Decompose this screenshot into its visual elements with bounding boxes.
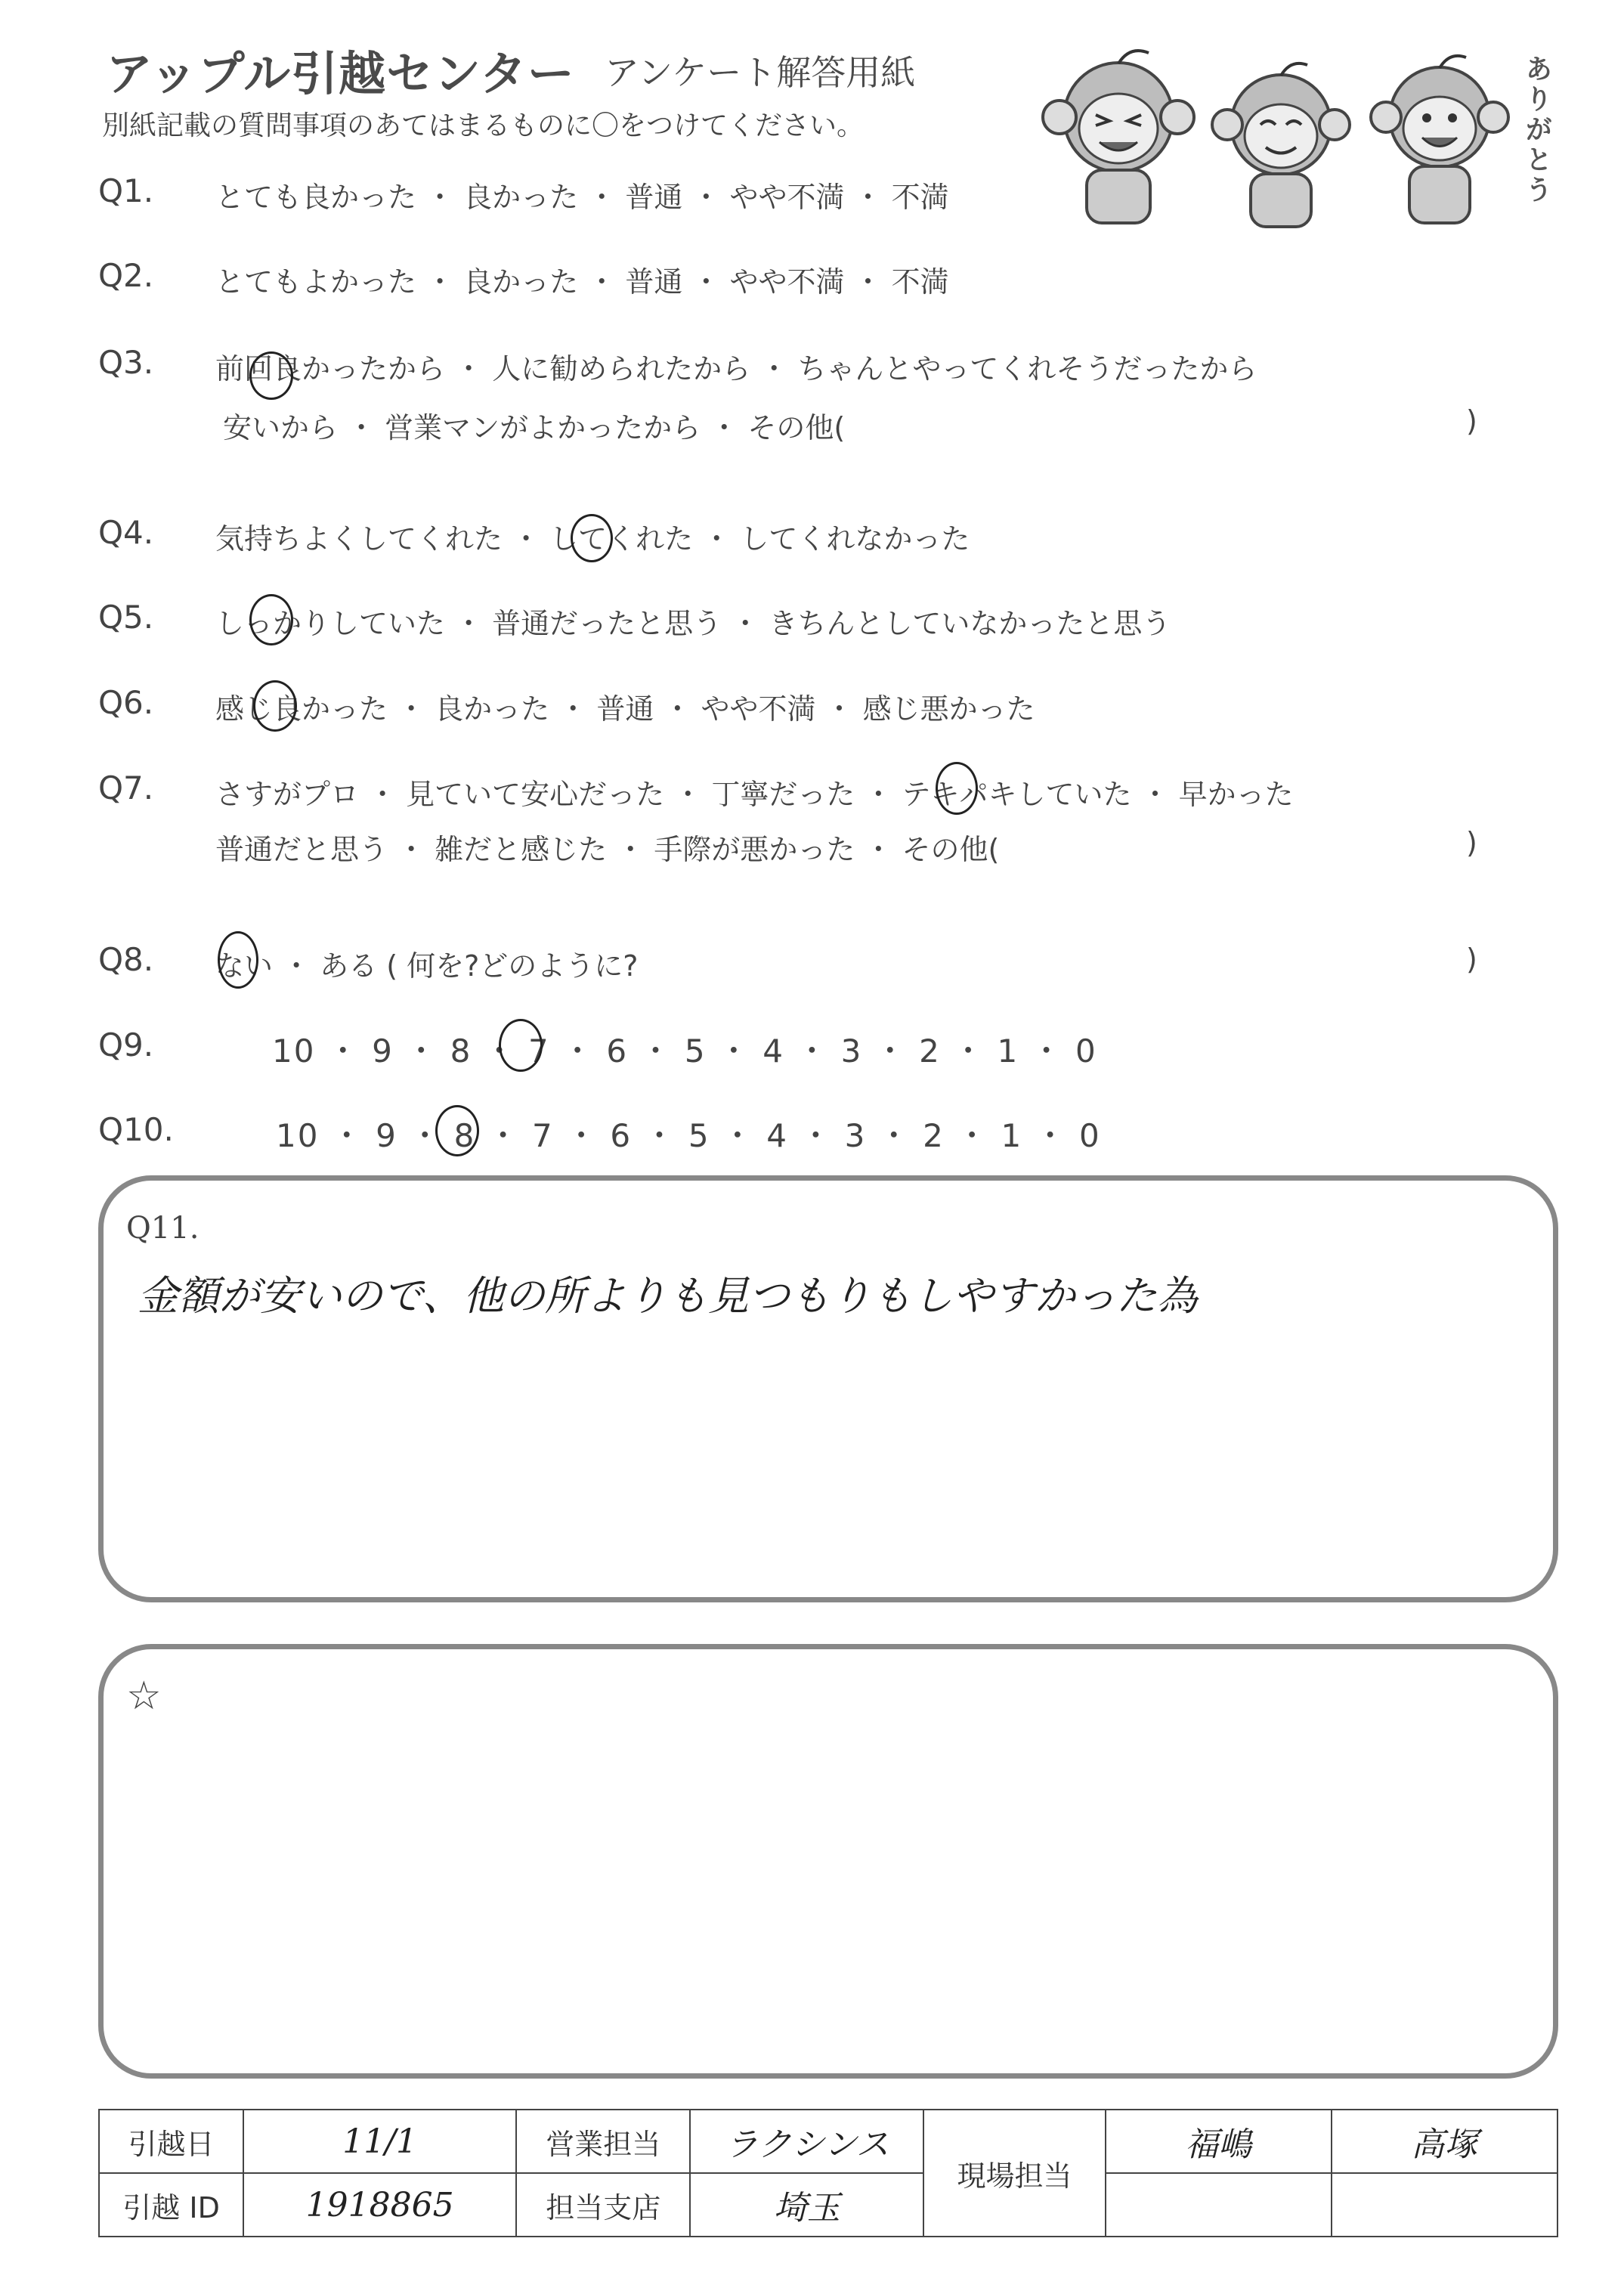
branch-label: 担当支店: [516, 2173, 690, 2237]
answer-circle-mark: [249, 351, 293, 400]
thank-you-badge: ありがとう: [1521, 54, 1552, 206]
moving-day-label: 引越日: [99, 2110, 243, 2173]
question-number: Q9.: [98, 1026, 154, 1063]
question-number: Q8.: [98, 941, 154, 978]
page-subtitle: アンケート解答用紙: [605, 52, 916, 93]
question-options: 前回良かったから ・ 人に勧められたから ・ ちゃんとやってくれそうだったから: [215, 352, 1257, 385]
q11-label: Q11.: [126, 1211, 200, 1246]
instruction-text: 別紙記載の質問事項のあてはまるものに〇をつけてください。: [102, 110, 865, 141]
question-number: Q5.: [98, 599, 154, 636]
answer-circle-mark: [253, 680, 297, 732]
branch-value: 埼玉: [690, 2173, 923, 2237]
page-title: アップル引越センター: [106, 46, 575, 101]
site-label: 現場担当: [923, 2110, 1105, 2237]
monkey-mascot-icon: [1194, 53, 1368, 234]
moving-id-value: 1918865: [243, 2173, 516, 2237]
monkey-mascot-icon: [1020, 45, 1217, 234]
question-number: Q2.: [98, 257, 154, 294]
sales-value: ラクシンス: [690, 2110, 923, 2173]
site-staff-cell-empty: [1332, 2173, 1557, 2237]
question-options-line2: 普通だと思う ・ 雑だと感じた ・ 手際が悪かった ・ その他(: [215, 833, 1000, 866]
question-number: Q3.: [98, 344, 154, 381]
answer-circle-mark: [218, 931, 258, 989]
rating-scale: 10 ・ 9 ・ 8 ・ 7 ・ 6 ・ 5 ・ 4 ・ 3 ・ 2 ・ 1 ・ 0: [276, 1117, 1101, 1154]
question-options-line2: 安いから ・ 営業マンがよかったから ・ その他(: [223, 411, 846, 444]
answer-circle-mark: [936, 762, 978, 815]
question-number: Q6.: [98, 684, 154, 721]
question-options: とても良かった ・ 良かった ・ 普通 ・ やや不満 ・ 不満: [215, 181, 949, 214]
question-options: 気持ちよくしてくれた ・ してくれた ・ してくれなかった: [215, 522, 970, 556]
monkey-mascot-icon: [1353, 45, 1527, 234]
close-paren: ): [1466, 943, 1477, 976]
staff-info-table: [98, 2109, 1558, 2237]
question-number: Q10.: [98, 1111, 174, 1148]
question-options: しっかりしていた ・ 普通だったと思う ・ きちんとしていなかったと思う: [215, 607, 1171, 640]
question-options: さすがプロ ・ 見ていて安心だった ・ 丁寧だった ・ テキパキしていた ・ 早かった: [215, 778, 1294, 811]
question-options: 感じ良かった ・ 良かった ・ 普通 ・ やや不満 ・ 感じ悪かった: [215, 692, 1035, 726]
site-staff-1: 福嶋: [1106, 2110, 1332, 2173]
q11-answer-box: [98, 1175, 1558, 1602]
question-number: Q4.: [98, 514, 154, 551]
question-options: ない ・ ある ( 何を?どのように?: [215, 949, 639, 983]
close-paren: ): [1466, 826, 1477, 859]
moving-id-label: 引越 ID: [99, 2173, 243, 2237]
question-number: Q7.: [98, 769, 154, 806]
question-number: Q1.: [98, 172, 154, 209]
star-icon: ☆: [126, 1673, 162, 1719]
moving-day-value: 11/1: [243, 2110, 516, 2173]
question-options: とてもよかった ・ 良かった ・ 普通 ・ やや不満 ・ 不満: [215, 265, 949, 299]
q11-handwritten-answer: 金額が安いので、他の所よりも見つもりもしやすかった為: [138, 1272, 1198, 1320]
sales-label: 営業担当: [516, 2110, 690, 2173]
answer-circle-mark: [435, 1105, 479, 1156]
rating-scale: 10 ・ 9 ・ 8 ・ 7 ・ 6 ・ 5 ・ 4 ・ 3 ・ 2 ・ 1 ・ 0: [272, 1032, 1097, 1070]
answer-circle-mark: [571, 514, 613, 562]
comment-box: [98, 1644, 1558, 2079]
site-staff-cell-empty: [1106, 2173, 1332, 2237]
answer-circle-mark: [249, 594, 293, 645]
site-staff-2: 高塚: [1332, 2110, 1557, 2173]
answer-circle-mark: [499, 1019, 543, 1072]
close-paren: ): [1466, 404, 1477, 438]
